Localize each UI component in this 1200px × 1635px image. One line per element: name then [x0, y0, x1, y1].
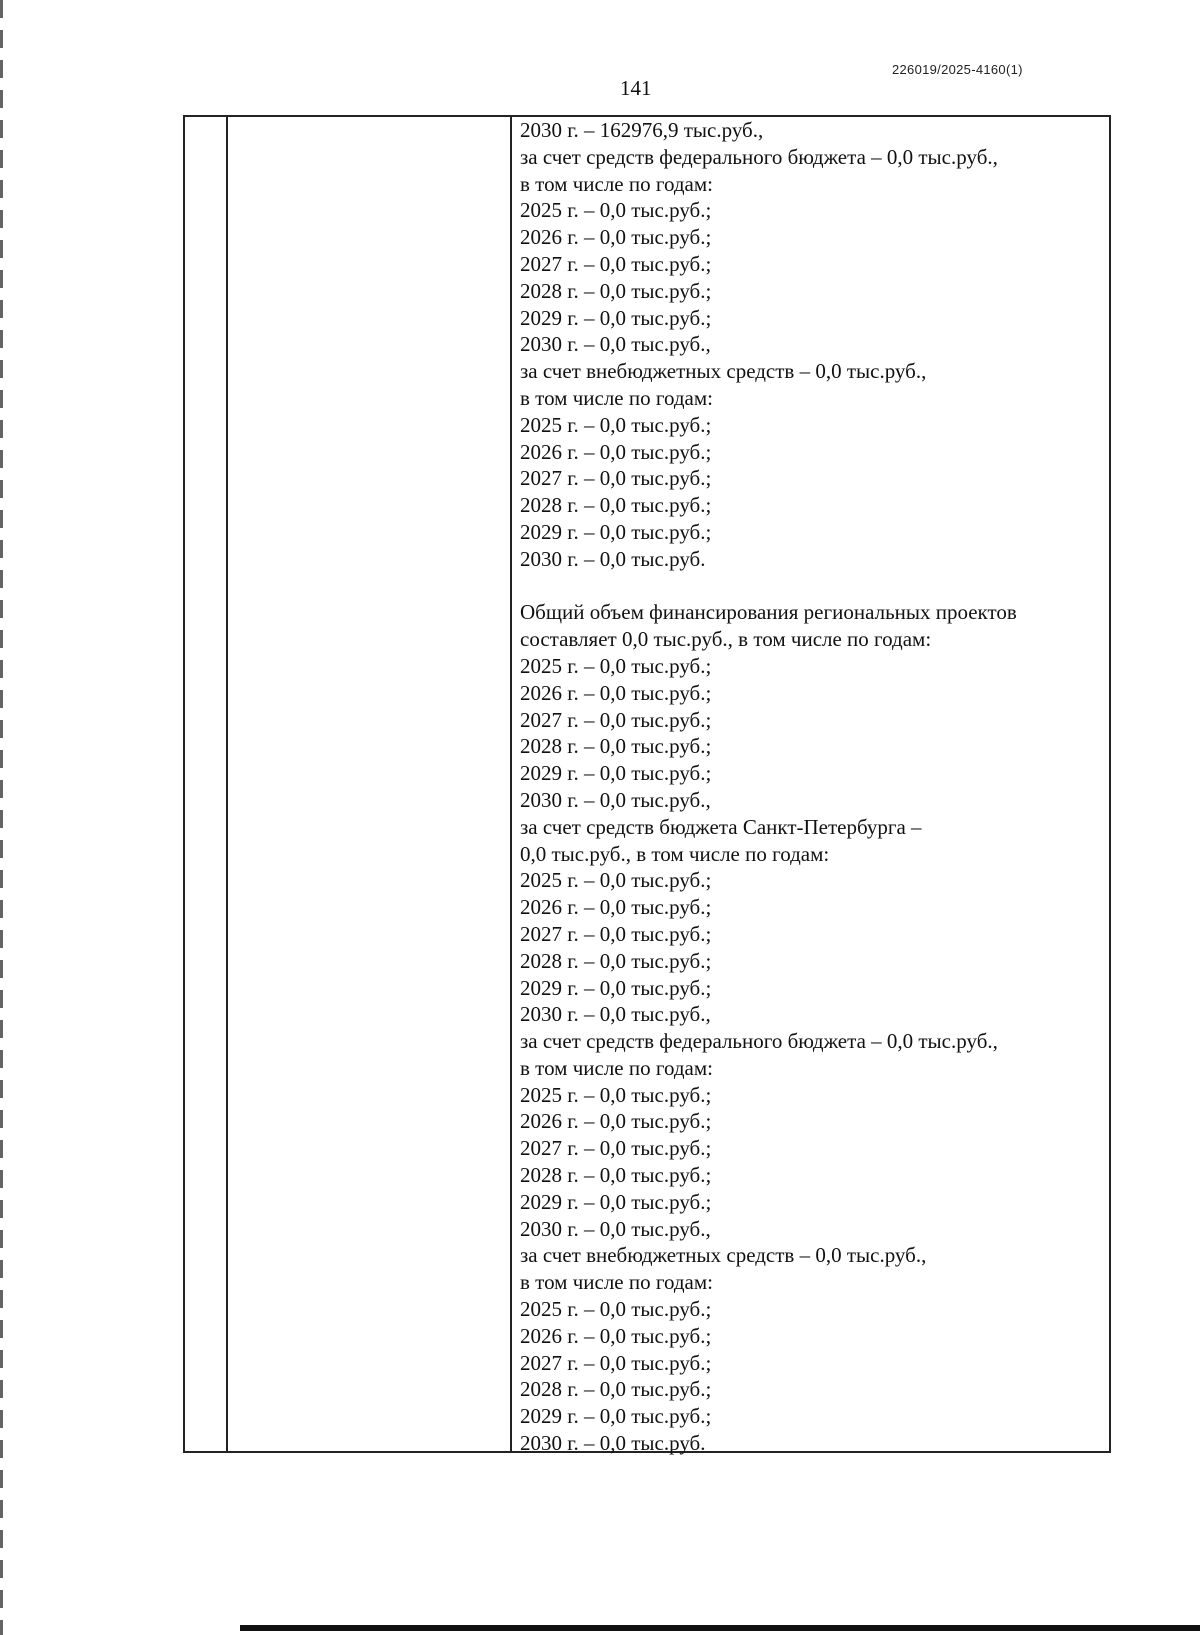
text-line: за счет средств федерального бюджета – 0,0 тыс.руб.,: [520, 144, 998, 169]
text-line: 2030 г. – 162976,9 тыс.руб.,: [520, 118, 764, 142]
text-line: 2028 г. – 0,0 тыс.руб.;: [520, 493, 712, 518]
text-line: 2025 г. – 0,0 тыс.руб.;: [520, 653, 712, 678]
text-line: 2027 г. – 0,0 тыс.руб.;: [520, 251, 712, 276]
document-id: 226019/2025-4160(1): [892, 62, 1023, 77]
text-line: за счет внебюджетных средств – 0,0 тыс.руб.,: [520, 1243, 927, 1268]
scan-edge-bottom: [240, 1625, 1200, 1631]
text-line: 2027 г. – 0,0 тыс.руб.;: [520, 707, 712, 732]
financing-block-regional-projects: [520, 599, 1100, 1457]
text-line: 2030 г. – 0,0 тыс.руб.,: [520, 1002, 711, 1027]
text-line: 2029 г. – 0,0 тыс.руб.;: [520, 761, 712, 786]
text-line: 2028 г. – 0,0 тыс.руб.;: [520, 1163, 712, 1188]
text-line: в том числе по годам:: [520, 171, 713, 196]
text-line: в том числе по годам:: [520, 1270, 713, 1295]
text-line: 2028 г. – 0,0 тыс.руб.;: [520, 278, 712, 303]
page-number: 141: [620, 76, 652, 100]
text-line: 2026 г. – 0,0 тыс.руб.;: [520, 439, 712, 464]
text-line: 2025 г. – 0,0 тыс.руб.;: [520, 198, 712, 223]
text-line: в том числе по годам:: [520, 385, 713, 410]
text-line: 2027 г. – 0,0 тыс.руб.;: [520, 921, 712, 946]
text-line: 2027 г. – 0,0 тыс.руб.;: [520, 1350, 712, 1375]
text-line: 2025 г. – 0,0 тыс.руб.;: [520, 868, 712, 893]
text-line: 2029 г. – 0,0 тыс.руб.;: [520, 1404, 712, 1429]
text-line: 2026 г. – 0,0 тыс.руб.;: [520, 680, 712, 705]
column-divider-2: [510, 115, 512, 1453]
text-line: Общий объем финансирования региональных проектов: [520, 600, 1017, 625]
text-line: 2026 г. – 0,0 тыс.руб.;: [520, 895, 712, 920]
text-line: 2030 г. – 0,0 тыс.руб.: [520, 1431, 706, 1456]
text-line: 2030 г. – 0,0 тыс.руб.,: [520, 332, 711, 357]
text-line: 2029 г. – 0,0 тыс.руб.;: [520, 305, 712, 330]
text-line: 2028 г. – 0,0 тыс.руб.;: [520, 1377, 712, 1402]
text-line: 2026 г. – 0,0 тыс.руб.;: [520, 1323, 712, 1348]
scan-edge-left: [0, 0, 3, 1635]
text-line: 2027 г. – 0,0 тыс.руб.;: [520, 1136, 712, 1161]
text-line: 2030 г. – 0,0 тыс.руб.,: [520, 787, 711, 812]
text-line: составляет 0,0 тыс.руб., в том числе по годам:: [520, 627, 932, 652]
financing-block-state-program: [520, 117, 1100, 573]
text-line: 2028 г. – 0,0 тыс.руб.;: [520, 948, 712, 973]
text-line: за счет средств бюджета Санкт-Петербурга –: [520, 814, 922, 839]
financing-cell: [520, 117, 1100, 1457]
text-line: 0,0 тыс.руб., в том числе по годам:: [520, 841, 830, 866]
text-line: 2025 г. – 0,0 тыс.руб.;: [520, 412, 712, 437]
text-line: 2027 г. – 0,0 тыс.руб.;: [520, 466, 712, 491]
text-line: 2029 г. – 0,0 тыс.руб.;: [520, 1189, 712, 1214]
blank-line: [520, 573, 1100, 600]
text-line: 2028 г. – 0,0 тыс.руб.;: [520, 734, 712, 759]
text-line: за счет внебюджетных средств – 0,0 тыс.руб.,: [520, 359, 927, 384]
text-line: 2025 г. – 0,0 тыс.руб.;: [520, 1297, 712, 1322]
text-line: в том числе по годам:: [520, 1055, 713, 1080]
text-line: 2026 г. – 0,0 тыс.руб.;: [520, 1109, 712, 1134]
column-divider-1: [226, 115, 228, 1453]
text-line: 2030 г. – 0,0 тыс.руб.: [520, 546, 706, 571]
text-line: 2029 г. – 0,0 тыс.руб.;: [520, 519, 712, 544]
text-line: 2025 г. – 0,0 тыс.руб.;: [520, 1082, 712, 1107]
text-line: 2026 г. – 0,0 тыс.руб.;: [520, 225, 712, 250]
text-line: за счет средств федерального бюджета – 0,0 тыс.руб.,: [520, 1029, 998, 1054]
text-line: 2029 г. – 0,0 тыс.руб.;: [520, 975, 712, 1000]
text-line: 2030 г. – 0,0 тыс.руб.,: [520, 1216, 711, 1241]
